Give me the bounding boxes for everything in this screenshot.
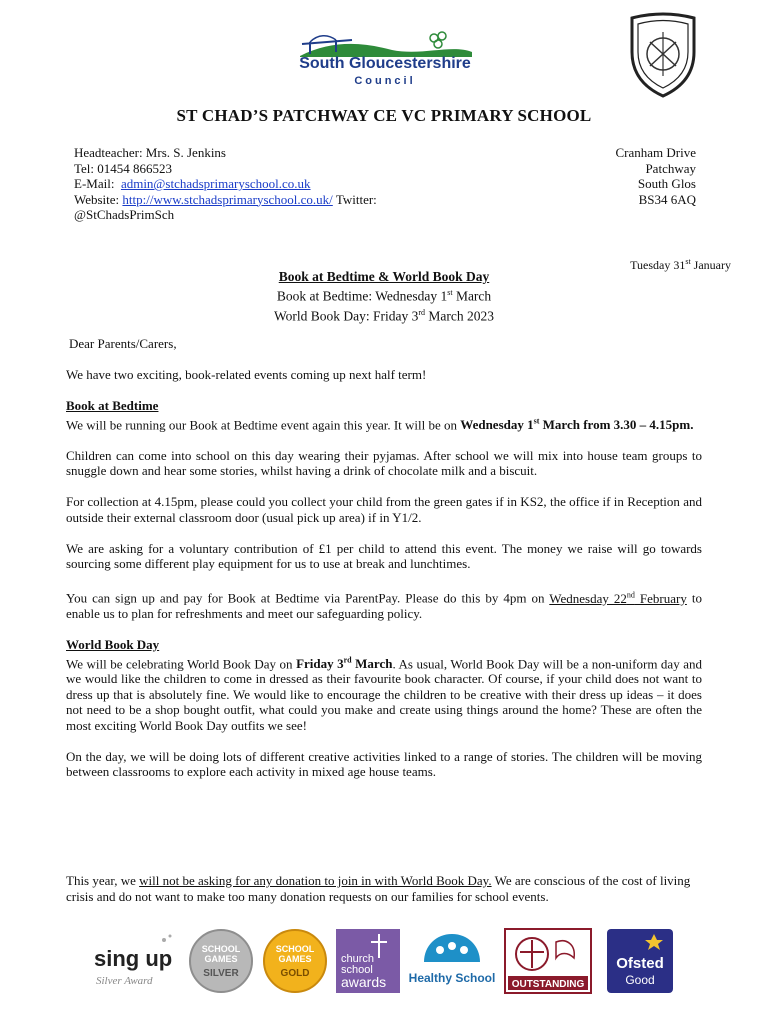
- bedtime-p5-u-b: February: [634, 590, 687, 606]
- siams-text: OUTSTANDING: [511, 979, 585, 990]
- bedtime-para-5: [66, 587, 702, 621]
- bedtime-p5-text: You can sign up and pay for Book at Bedtime via ParentPay. Please do this by 4pm on: [66, 590, 550, 606]
- letter-body: [66, 336, 702, 780]
- school-games-gold-badge-icon: [262, 928, 332, 994]
- wbd-p1-bold-a: Friday 3: [296, 655, 344, 671]
- date-sup: st: [685, 257, 691, 266]
- headteacher: Headteacher: Mrs. S. Jenkins: [74, 145, 226, 160]
- footer-post: We are conscious of the cost of living crisis and do not want to make too many donation requests on our families for school events.: [66, 873, 691, 904]
- siams-outstanding-badge-icon: [504, 928, 592, 994]
- event-line-1-sup: st: [447, 288, 453, 297]
- school-crest-shield-icon: [628, 12, 698, 98]
- event-line-1: [0, 285, 768, 305]
- bedtime-p5-sup: nd: [626, 590, 635, 600]
- telephone: Tel: 01454 866523: [74, 160, 173, 176]
- church-a: church: [341, 953, 375, 965]
- bedtime-para-2: Children can come into school on this day wearing their pyjamas. After school we will mix into house team groups to snuggle down and hear some stories, whilst having a drink of chocolate milk and a biscuit.: [66, 447, 702, 479]
- bedtime-p1-bold-b: March from 3.30 – 4.15pm.: [539, 416, 694, 432]
- ofsted-good-badge-icon: [606, 928, 674, 994]
- healthy-school-badge-icon: [408, 928, 496, 994]
- wbd-para-2: On the day, we will be doing lots of different creative activities linked to a range of stories. The children will be moving between classrooms to explore each activity in mixed age house teams.: [66, 748, 702, 780]
- sing-up-badge-icon: [90, 928, 180, 994]
- church-c: awards: [341, 974, 387, 990]
- singup-award: Silver Award: [96, 975, 153, 987]
- twitter-label: Twitter:: [335, 191, 377, 207]
- bedtime-para-4: We are asking for a voluntary contribution of £1 per child to attend this event. The money we raise will go towards sourcing some different play equipment for us to use at break and lunchtimes.: [66, 540, 702, 572]
- games-gold-b: GAMES: [278, 954, 312, 964]
- games-silver-a: SCHOOL: [201, 944, 241, 954]
- games-silver-c: SILVER: [203, 968, 239, 979]
- event-line-1-month: March: [455, 288, 492, 304]
- date-month: January: [693, 258, 731, 272]
- school-title: ST CHAD’S PATCHWAY CE VC PRIMARY SCHOOL: [176, 106, 592, 125]
- intro: We have two exciting, book-related events coming up next half term!: [66, 367, 427, 382]
- wbd-p1-text: We will be celebrating World Book Day on: [66, 655, 297, 671]
- event-line-2: [0, 305, 768, 325]
- wbd-para-1: [66, 653, 702, 734]
- greeting: Dear Parents/Carers,: [69, 336, 177, 351]
- footer-pre: This year, we: [66, 873, 140, 888]
- bedtime-p1-bold-a: Wednesday 1: [460, 416, 534, 432]
- event-line-2-sup: rd: [418, 307, 426, 317]
- date-day: Tuesday 31: [630, 258, 686, 272]
- games-gold-c: GOLD: [280, 968, 310, 979]
- council-subname: Council: [354, 75, 416, 87]
- email-line: [74, 176, 474, 192]
- council-logo: [292, 30, 478, 88]
- school-games-silver-badge-icon: [188, 928, 258, 994]
- event-line-1-text: Book at Bedtime: Wednesday 1: [276, 288, 448, 304]
- address-line-3: South Glos: [637, 176, 696, 191]
- twitter-handle: @StChadsPrimSch: [74, 207, 175, 222]
- ofsted-grade: Good: [625, 973, 655, 987]
- email-label: E-Mail:: [74, 176, 115, 191]
- event-line-2-month: March 2023: [428, 308, 495, 323]
- church-school-awards-badge-icon: [335, 928, 401, 994]
- event-heading: [0, 269, 768, 324]
- bedtime-para-3: For collection at 4.15pm, please could you collect your child from the green gates if in KS2, the office if in Reception and outside their external classroom door (usual pick up area) if in Y1/2.: [66, 494, 702, 525]
- website-link[interactable]: http://www.stchadsprimaryschool.co.uk/: [122, 191, 333, 207]
- games-gold-a: SCHOOL: [275, 944, 315, 954]
- bedtime-p5-u-a: Wednesday 22: [549, 590, 627, 606]
- bedtime-p1-sup: st: [533, 416, 540, 426]
- address-line-4: BS34 6AQ: [638, 191, 696, 207]
- bedtime-p5-post: to enable us to plan for refreshments and meet our safeguarding policy.: [66, 590, 702, 622]
- address-block: [520, 145, 696, 207]
- footer-paragraph: [66, 873, 702, 904]
- wbd-p1-bold-b: March: [351, 655, 393, 671]
- council-hills-icon: [292, 30, 478, 58]
- address-line-1: Cranham Drive: [615, 145, 696, 160]
- ofsted-text: Ofsted: [616, 955, 664, 972]
- event-title: Book at Bedtime & World Book Day: [278, 269, 490, 284]
- wbd-heading: World Book Day: [66, 637, 160, 653]
- bedtime-heading: Book at Bedtime: [66, 398, 159, 413]
- address-line-2: Patchway: [645, 160, 696, 176]
- church-b: school: [341, 964, 373, 976]
- email-link[interactable]: admin@stchadsprimaryschool.co.uk: [120, 176, 311, 191]
- healthy-text: Healthy School: [408, 971, 496, 985]
- website-label: Website:: [74, 191, 120, 207]
- website-line: [74, 192, 474, 208]
- event-line-2-text: World Book Day: Friday 3: [273, 308, 419, 323]
- bedtime-para-1: [66, 414, 702, 433]
- wbd-p1-post: . As usual, World Book Day will be a non-uniform day and we would like the children to come in dressed as their favourite book character. Of course, if your child does not want to dress up that is absolutely fine. We would like to encourage the children to be creative with their dress up ideas – it does not need to be a shop bought outfit, what could you make and create using things around the home? These are often the most exciting World Book Day outfits we see!: [66, 655, 702, 733]
- games-silver-b: GAMES: [204, 954, 238, 964]
- bedtime-p1-text: We will be running our Book at Bedtime event again this year. It will be on: [66, 416, 461, 432]
- singup-text: sing up: [94, 946, 173, 971]
- footer-underlined: will not be asking for any donation to join in with World Book Day.: [139, 873, 492, 888]
- wbd-p1-sup: rd: [343, 655, 352, 665]
- council-name: South Gloucestershire: [299, 55, 471, 72]
- accreditation-badges: [90, 928, 690, 998]
- contact-block: [74, 145, 474, 223]
- footer-note: [66, 873, 702, 904]
